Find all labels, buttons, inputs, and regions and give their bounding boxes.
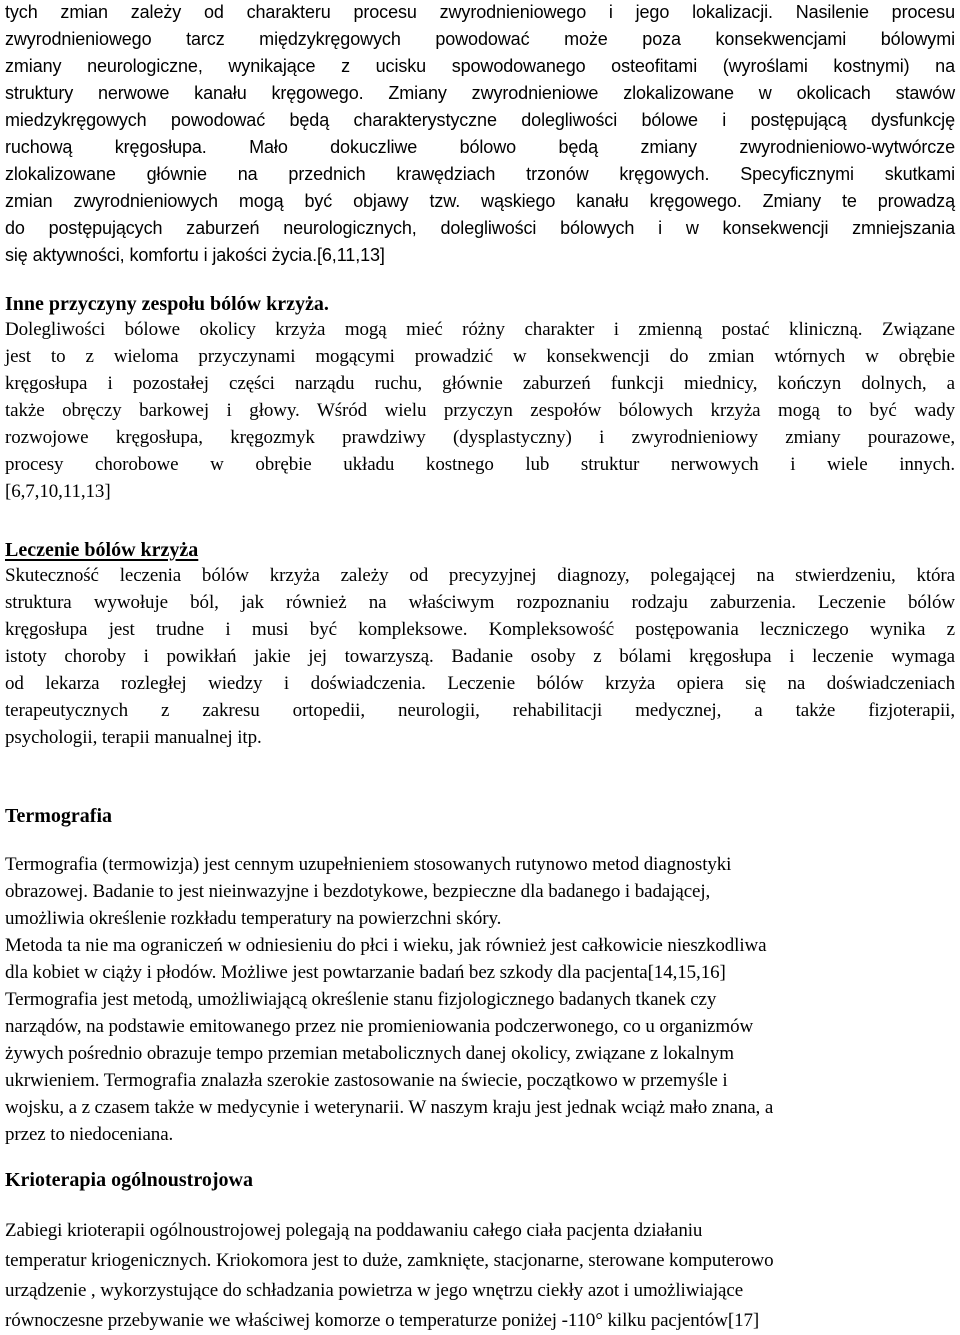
paragraph-line: istoty choroby i powikłań jakie jej towarzyszą. Badanie osoby z bólami kręgosłupa i leczenie wymaga xyxy=(5,646,955,667)
paragraph-line: urządzenie , wykorzystujące do schładzania powietrza w jego wnętrzu ciekły azot i umożliwiające xyxy=(5,1280,744,1301)
paragraph-line: równoczesne przebywanie we właściwej komorze o temperaturze poniżej -110° kilku pacjentów[17] xyxy=(5,1310,760,1331)
paragraph-line: umożliwia określenie rozkładu temperatury na powierzchni skóry. xyxy=(5,908,502,929)
paragraph-line: [6,7,10,11,13] xyxy=(5,481,111,502)
heading-cryotherapy: Krioterapia ogólnoustrojowa xyxy=(5,1169,253,1191)
paragraph-line: Dolegliwości bólowe okolicy krzyża mogą mieć różny charakter i zmienną postać kliniczną. Związane xyxy=(5,319,955,340)
paragraph-line: przez to niedoceniana. xyxy=(5,1124,174,1145)
heading-other-causes: Inne przyczyny zespołu bólów krzyża. xyxy=(5,293,329,315)
intro-line: się aktywności, komfortu i jakości życia.[6,11,13] xyxy=(5,245,385,265)
intro-line: miedzykręgowych powodować będą charakterystyczne dolegliwości bólowe i postępującą dysfunkcję xyxy=(5,110,955,130)
intro-line: tych zmian zależy od charakteru procesu zwyrodnieniowego i jego lokalizacji. Nasilenie procesu xyxy=(5,2,955,22)
paragraph-line: rozwojowe kręgosłupa, kręgozmyk prawdziwy (dysplastyczny) i zwyrodnieniowy zmiany pourazowe, xyxy=(5,427,955,448)
intro-line: struktury nerwowe kanału kręgowego. Zmiany zwyrodnieniowe zlokalizowane w okolicach stawów xyxy=(5,83,955,103)
intro-line: zmiany neurologiczne, wynikające z ucisku spowodowanego osteofitami (wyroślami kostnymi) na xyxy=(5,56,955,76)
paragraph-line: temperatur kriogenicznych. Kriokomora jest to duże, zamknięte, stacjonarne, sterowane komputerowo xyxy=(5,1250,774,1271)
paragraph-line: wojsku, a z czasem także w medycynie i weterynarii. W naszym kraju jest jednak wciąż mało znana, a xyxy=(5,1097,774,1118)
paragraph-line: procesy chorobowe w obrębie układu kostnego lub struktur nerwowych i wiele innych. xyxy=(5,454,955,475)
paragraph-line: dla kobiet w ciąży i płodów. Możliwe jest powtarzanie badań bez szkody dla pacjenta[14,15,16] xyxy=(5,962,726,983)
heading-thermography: Termografia xyxy=(5,805,113,827)
paragraph-line: obrazowej. Badanie to jest nieinwazyjne i bezdotykowe, bezpieczne dla badanego i badającej, xyxy=(5,881,711,902)
paragraph-line: ukrwieniem. Termografia znalazła szerokie zastosowanie na świecie, początkowo w przemyśle i xyxy=(5,1070,728,1091)
paragraph-line: Termografia jest metodą, umożliwiającą określenie stanu fizjologicznego badanych tkanek czy xyxy=(5,989,717,1010)
intro-line: zwyrodnieniowego tarcz międzykręgowych powodować może poza konsekwencjami bólowymi xyxy=(5,29,955,49)
paragraph-line: psychologii, terapii manualnej itp. xyxy=(5,727,262,748)
paragraph-line: terapeutycznych z zakresu ortopedii, neurologii, rehabilitacji medycznej, a także fizjoterapii, xyxy=(5,700,955,721)
paragraph-line: także obręczy barkowej i głowy. Wśród wielu przyczyn zespołów bólowych krzyża mogą to być wady xyxy=(5,400,955,421)
paragraph-line: struktura wywołuje ból, jak również na właściwym rozpoznaniu rodzaju zaburzenia. Leczenie bólów xyxy=(5,592,955,613)
paragraph-line: kręgosłupa i pozostałej części narządu ruchu, głównie zaburzeń funkcji miednicy, kończyn dolnych, a xyxy=(5,373,955,394)
paragraph-line: Skuteczność leczenia bólów krzyża zależy od precyzyjnej diagnozy, polegającej na stwierdzeniu, która xyxy=(5,565,955,586)
paragraph-line: Zabiegi krioterapii ogólnoustrojowej polegają na poddawaniu całego ciała pacjenta działaniu xyxy=(5,1220,703,1241)
paragraph-line: Metoda ta nie ma ograniczeń w odniesieniu do płci i wieku, jak również jest całkowicie nieszkodliwa xyxy=(5,935,767,956)
paragraph-line: kręgosłupa jest trudne i musi być kompleksowe. Kompleksowość postępowania leczniczego wynika z xyxy=(5,619,955,640)
intro-line: zlokalizowane głównie na przednich krawędziach trzonów kręgowych. Specyficznymi skutkami xyxy=(5,164,955,184)
paragraph-line: jest to z wieloma przyczynami mogącymi prowadzić w konsekwencji do zmian wtórnych w obrębie xyxy=(5,346,955,367)
intro-line: do postępujących zaburzeń neurologicznych, dolegliwości bólowych i w konsekwencji zmniejszania xyxy=(5,218,955,238)
paragraph-line: żywych pośrednio obrazuje tempo przemian metabolicznych danej okolicy, związane z lokalnym xyxy=(5,1043,734,1064)
paragraph-line: narządów, na podstawie emitowanego przez nie promieniowania podczerwonego, co u organizmów xyxy=(5,1016,754,1037)
heading-treatment: Leczenie bólów krzyża xyxy=(5,539,199,561)
paragraph-line: od lekarza rozległej wiedzy i doświadczenia. Leczenie bólów krzyża opiera się na doświadczeniach xyxy=(5,673,955,694)
intro-line: ruchową kręgosłupa. Mało dokuczliwe bólowo będą zmiany zwyrodnieniowo-wytwórcze xyxy=(5,137,955,157)
intro-line: zmian zwyrodnieniowych mogą być objawy tzw. wąskiego kanału kręgowego. Zmiany te prowadzą xyxy=(5,191,955,211)
paragraph-line: Termografia (termowizja) jest cennym uzupełnieniem stosowanych rutynowo metod diagnostyki xyxy=(5,854,732,875)
